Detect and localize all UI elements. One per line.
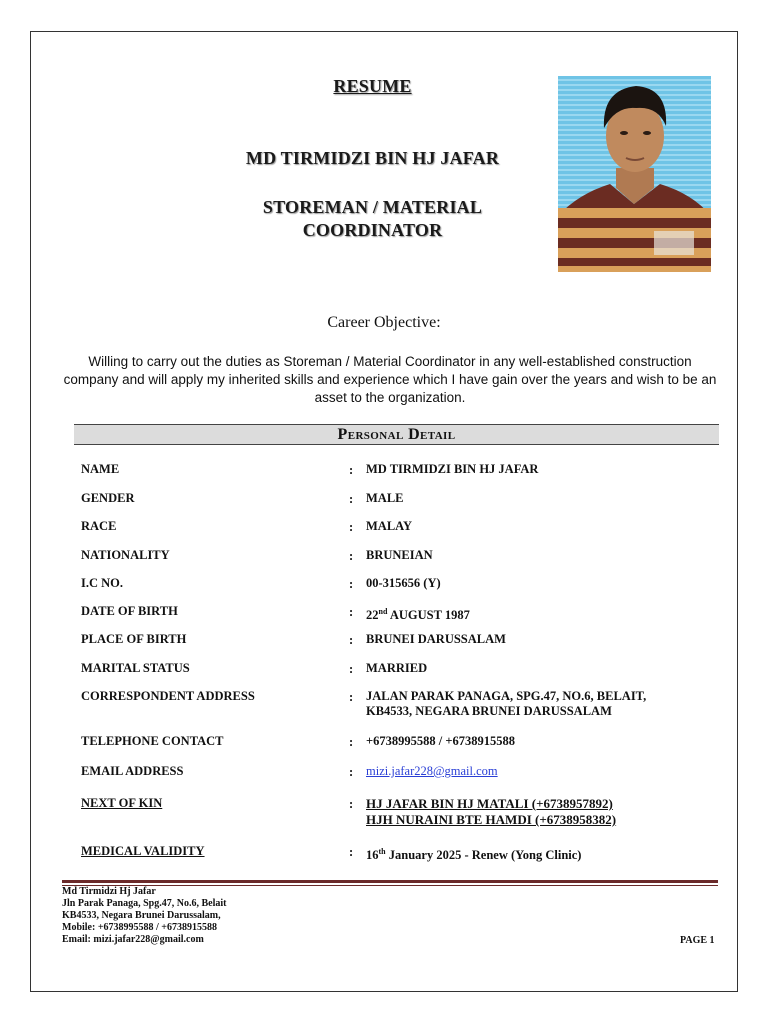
detail-value: MARRIED [366, 661, 428, 675]
profile-photo [558, 76, 711, 272]
detail-label: DATE OF BIRTH [81, 604, 178, 618]
detail-colon: : [349, 605, 354, 619]
detail-value: MALAY [366, 519, 413, 533]
detail-colon: : [349, 662, 354, 676]
career-objective-heading: Career Objective: [327, 314, 441, 331]
address-line1: JALAN PARAK PANAGA, SPG.47, NO.6, BELAIT, [366, 689, 647, 703]
detail-colon: : [349, 735, 354, 749]
footer-address-2: KB4533, Negara Brunei Darussalam, [62, 910, 221, 921]
detail-value [366, 689, 646, 719]
resume-title: RESUME [333, 76, 412, 96]
detail-colon: : [349, 463, 354, 477]
footer-email: Email: mizi.jafar228@gmail.com [62, 934, 204, 945]
candidate-name-title: MD TIRMIDZI BIN HJ JAFAR [245, 148, 500, 168]
detail-colon: : [349, 520, 354, 534]
detail-colon: : [349, 633, 354, 647]
dob-month-year: AUGUST 1987 [387, 608, 470, 623]
detail-label: MEDICAL VALIDITY [81, 844, 205, 858]
next-of-kin-line1: HJ JAFAR BIN HJ MATALI (+6738957892) [366, 796, 613, 811]
detail-label: CORRESPONDENT ADDRESS [81, 689, 255, 703]
detail-label: NATIONALITY [81, 548, 170, 562]
detail-value: 00-315656 (Y) [366, 576, 441, 590]
dob-day-suffix: nd [378, 607, 388, 616]
detail-label: I.C NO. [81, 576, 124, 590]
address-line2: KB4533, NEGARA BRUNEI DARUSSALAM [366, 704, 612, 718]
detail-value [366, 796, 616, 828]
medical-day-suffix: th [378, 847, 386, 856]
dob-day: 22 [366, 608, 379, 623]
medical-day: 16 [366, 848, 379, 863]
footer-contact [62, 886, 226, 946]
detail-value [366, 844, 581, 863]
footer-mobile: Mobile: +6738995588 / +6738915588 [62, 922, 217, 933]
detail-label: MARITAL STATUS [81, 661, 190, 675]
email-link[interactable]: mizi.jafar228@gmail.com [366, 764, 498, 778]
detail-label: NEXT OF KIN [81, 796, 163, 810]
medical-rest: January 2025 - Renew (Yong Clinic) [385, 848, 582, 863]
detail-value: MALE [366, 491, 404, 505]
footer-name: Md Tirmidzi Hj Jafar [62, 886, 156, 897]
detail-label: NAME [81, 462, 120, 476]
detail-label: RACE [81, 519, 117, 533]
detail-label: PLACE OF BIRTH [81, 632, 187, 646]
detail-value: MD TIRMIDZI BIN HJ JAFAR [366, 462, 539, 476]
position-title-line2: COORDINATOR [302, 220, 443, 240]
page-number: PAGE 1 [680, 935, 715, 946]
detail-value [366, 604, 470, 623]
detail-colon: : [349, 690, 354, 704]
next-of-kin-line2: HJH NURAINI BTE HAMDI (+6738958382) [366, 812, 617, 827]
detail-colon: : [349, 845, 354, 859]
footer-rule-thick [62, 880, 718, 883]
footer-address-1: Jln Parak Panaga, Spg.47, No.6, Belait [62, 898, 227, 909]
detail-colon: : [349, 492, 354, 506]
detail-colon: : [349, 549, 354, 563]
personal-detail-heading: Personal Detail [74, 424, 719, 445]
detail-colon: : [349, 577, 354, 591]
detail-label: EMAIL ADDRESS [81, 764, 184, 778]
detail-colon: : [349, 765, 354, 779]
detail-value: +6738995588 / +6738915588 [366, 734, 515, 748]
career-objective-text: Willing to carry out the duties as Storeman / Material Coordinator in any well-established construction company and will apply my inherited skills and experience which I have gain over the years and wish to be an asset to the organization. [63, 354, 717, 405]
detail-label: TELEPHONE CONTACT [81, 734, 224, 748]
detail-value: BRUNEI DARUSSALAM [366, 632, 506, 646]
position-title [190, 196, 555, 242]
position-title-line1: STOREMAN / MATERIAL [262, 197, 483, 217]
detail-value: BRUNEIAN [366, 548, 433, 562]
detail-colon: : [349, 797, 354, 811]
detail-label: GENDER [81, 491, 135, 505]
